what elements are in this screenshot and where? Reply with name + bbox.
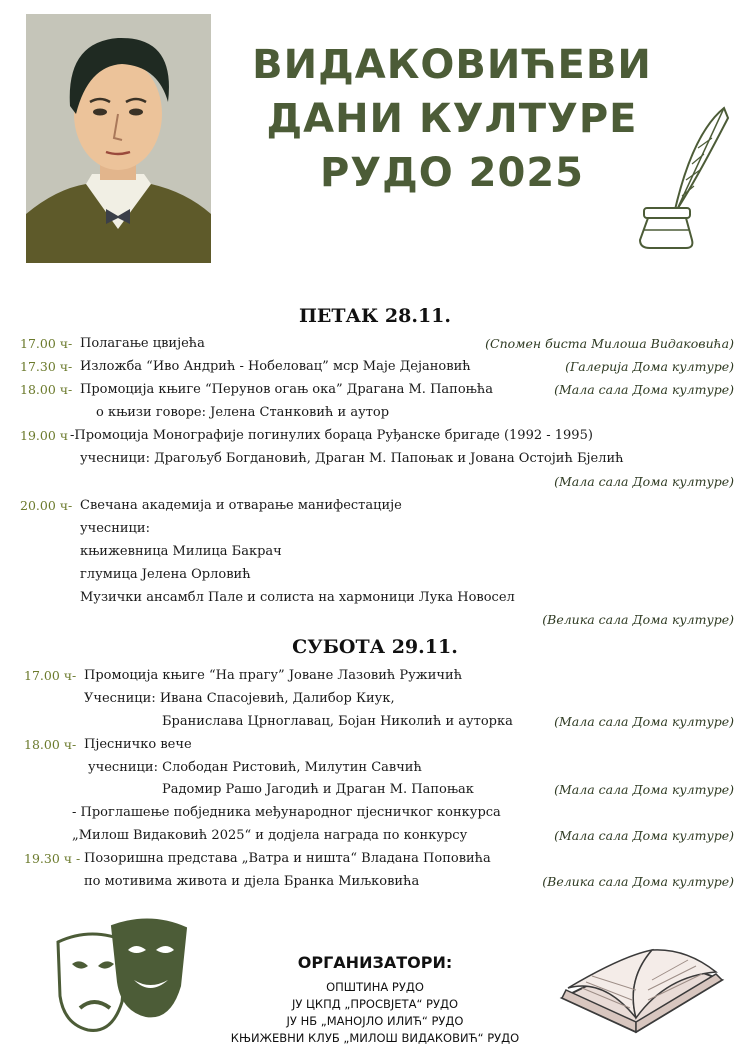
event-time: 17.30 ч- (20, 359, 73, 374)
event-location: (Мала сала Дома културе) (554, 782, 734, 797)
event-text: - Проглашење побједника међународног пјесничког конкурса (72, 805, 501, 820)
schedule-row (0, 828, 750, 850)
schedule-row (0, 691, 750, 713)
schedule-row (0, 498, 750, 520)
event-text: учесници: Драгољуб Богдановић, Драган М. Папоњак и Јована Остојић Бјелић (80, 451, 624, 466)
schedule-row (0, 714, 750, 736)
event-title (222, 38, 682, 200)
organizers-title: ОРГАНИЗАТОРИ: (297, 953, 453, 972)
event-text: Изложба “Иво Андрић - Нобеловац” мср Маје Дејановић (80, 359, 471, 374)
event-text: Музички ансамбл Пале и солиста на хармоници Лука Новосел (80, 590, 515, 605)
schedule-row (0, 544, 750, 566)
day-heading-saturday: СУБОТА 29.11. (292, 636, 458, 658)
title-line-3: РУДО 2025 (319, 150, 585, 196)
schedule-row (0, 851, 750, 873)
event-text: Пјесничко вече (84, 737, 192, 752)
event-location: (Мала сала Дома културе) (554, 382, 734, 397)
schedule-row (0, 474, 750, 496)
event-text: по мотивима живота и дјела Бранка Миљковића (84, 874, 420, 889)
event-location: (Мала сала Дома културе) (554, 474, 734, 489)
schedule-row (0, 451, 750, 473)
schedule-row (0, 782, 750, 804)
event-location: (Мала сала Дома културе) (554, 828, 734, 843)
event-text: књижевница Милица Бакрач (80, 544, 282, 559)
event-text: Промоција књиге “На прагу” Јоване Лазовић Ружичић (84, 668, 463, 683)
day-heading-friday: ПЕТАК 28.11. (298, 305, 452, 327)
schedule-row (0, 567, 750, 589)
event-time: 20.00 ч- (20, 498, 73, 513)
schedule-row (0, 590, 750, 612)
event-time: 17.00 ч- (24, 668, 77, 683)
event-text: Свечана академија и отварање манифестације (80, 498, 402, 513)
schedule-row (0, 405, 750, 427)
event-text: Учесници: Ивана Спасојевић, Далибор Киук, (84, 691, 395, 706)
schedule-row (0, 737, 750, 759)
quill-inkwell-icon (632, 104, 732, 252)
event-text: Промоција књиге “Перунов огањ ока” Драгана М. Папоњћа (80, 382, 493, 397)
event-text: о књизи говоре: Јелена Станковић и аутор (96, 405, 390, 420)
schedule-row (0, 612, 750, 634)
schedule-row (0, 760, 750, 782)
organizer-line: КЊИЖЕВНИ КЛУБ „МИЛОШ ВИДАКОВИЋ“ РУДО (230, 1031, 520, 1045)
event-text: -Промоција Монографије погинулих бораца Руђанске бригаде (1992 - 1995) (70, 428, 593, 443)
event-location: (Галерија Дома културе) (565, 359, 734, 374)
event-text: Бранислава Црноглавац, Бојан Николић и ауторка (162, 714, 513, 729)
schedule-row (0, 805, 750, 827)
event-time: 18.00 ч- (20, 382, 73, 397)
theatre-masks-icon (52, 912, 192, 1042)
event-location: (Велика сала Дома културе) (542, 612, 734, 627)
organizer-line: ЈУ НБ „МАНОЈЛО ИЛИЋ“ РУДО (286, 1014, 464, 1028)
organizer-line: ОПШТИНА РУДО (326, 980, 424, 994)
schedule-row (0, 359, 750, 381)
title-line-2: ДАНИ КУЛТУРЕ (266, 96, 638, 142)
event-text: Радомир Рашо Јагодић и Драган М. Папоњак (162, 782, 474, 797)
event-text: „Милош Видаковић 2025“ и додјела наградa по конкурсу (72, 828, 468, 843)
portrait-illustration (26, 14, 211, 263)
event-time: 19.00 ч (20, 428, 69, 443)
event-text: учесници: Слободан Ристовић, Милутин Савчић (88, 760, 422, 775)
event-text: Полагање цвијећа (80, 336, 205, 351)
event-location: (Мала сала Дома културе) (554, 714, 734, 729)
title-line-1: ВИДАКОВИЋЕВИ (252, 42, 652, 88)
organizer-line: ЈУ ЦКПД „ПРОСВЈЕТА“ РУДО (291, 997, 459, 1011)
schedule-row (0, 668, 750, 690)
schedule-row (0, 874, 750, 896)
event-location: (Спомен биста Милоша Видаковића) (485, 336, 734, 351)
event-text: учесници: (80, 521, 150, 536)
open-book-icon (556, 928, 728, 1048)
schedule-row (0, 382, 750, 404)
event-time: 19.30 ч - (24, 851, 81, 866)
schedule-row (0, 521, 750, 543)
event-text: глумица Јелена Орловић (80, 567, 251, 582)
event-location: (Велика сала Дома културе) (542, 874, 734, 889)
schedule-row (0, 428, 750, 450)
event-text: Позоришна представа „Ватра и ништа“ Владана Поповића (84, 851, 491, 866)
schedule-row (0, 336, 750, 358)
event-time: 17.00 ч- (20, 336, 73, 351)
event-time: 18.00 ч- (24, 737, 77, 752)
